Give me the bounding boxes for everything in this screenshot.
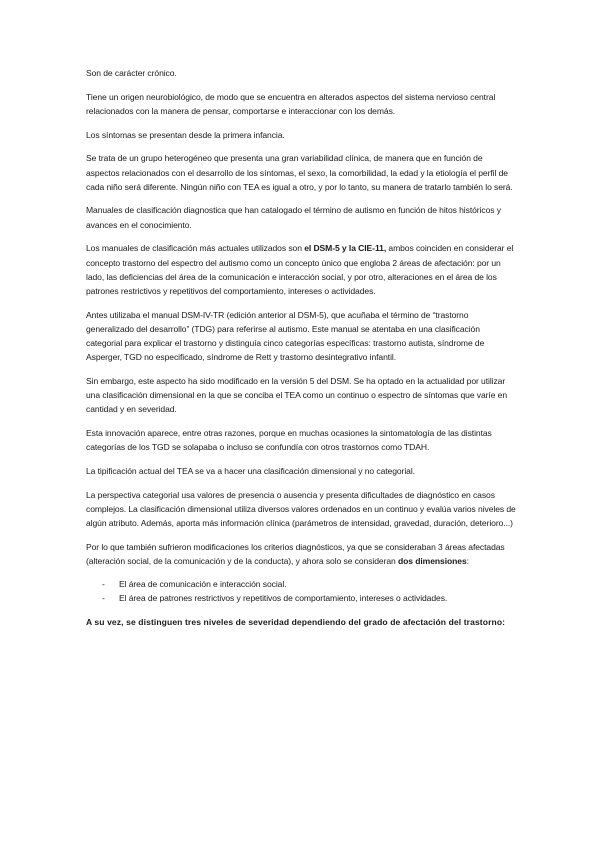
list-item: - El área de comunicación e interacción social. (86, 577, 518, 591)
paragraph-severity-levels: A su vez, se distinguen tres niveles de severidad dependiendo del grado de afectación del trastorno: (86, 617, 506, 628)
paragraph-current-typification: La tipificación actual del TEA se va a hacer una clasificación dimensional y no categorial. (86, 465, 415, 476)
list-item: - El área de patrones restrictivos y repetitivos de comportamiento, intereses o actividades. (86, 591, 518, 605)
dimensions-list (86, 577, 518, 605)
paragraph-dsm-iv: Antes utilizaba el manual DSM-IV-TR (edición anterior al DSM-5), que acuñaba el término de “trastorno generalizado del desarrollo” (TDG) para referirse al autismo. Este manual se atentaba en una clasificación categorial para explicar el trastorno y distinguía cinco categorías específicas: trastorno autista, síndrome de Asperger, TGD no especificado, síndrome de Rett y trastorno desintegrativo infantil. (86, 309, 485, 363)
paragraph-classification-manuals: Manuales de clasificación diagnostica que han catalogado el término de autismo en función de hitos históricos y avances en el conocimiento. (86, 205, 501, 230)
bold-manuals: el DSM-5 y la CIE-11, (304, 243, 387, 254)
paragraph-neurobiological-origin: Tiene un origen neurobiológico, de modo que se encuentra en alterados aspectos del sistema nervioso central relacionados con la manera de pensar, comportarse e interaccionar con los demás. (86, 91, 496, 116)
paragraph-current-manuals (86, 241, 518, 298)
paragraph-early-childhood: Los síntomas se presentan desde la primera infancia. (86, 129, 285, 140)
text-span: : (466, 555, 469, 566)
paragraph-categorial-perspective: La perspectiva categorial usa valores de presencia o ausencia y presenta dificultades de diagnóstico en casos complejos. La clasificación dimensional utiliza diversos valores ordenados en un continuo y evalúa varios niveles de algún atributo. Además, aporta más información clínica (parámetros de intensidad, gravedad, duración, deterioro...) (86, 489, 516, 529)
paragraph-innovation: Esta innovación aparece, entre otras razones, porque en muchas ocasiones la sintomatología de las distintas categorías de los TGD se solapaba o incluso se confundía con otros trastornos como TDAH. (86, 428, 492, 453)
paragraph-heterogeneous-group: Se trata de un grupo heterogéneo que presenta una gran variabilidad clínica, de manera que en función de aspectos relacionados con el desarrollo de los síntomas, el sexo, la comorbilidad, la edad y la etiología el perfil de cada niño será diferente. Ningún niño con TEA es igual a otro, y por lo tanto, su manera de tratarlo también lo será. (86, 153, 513, 192)
paragraph-dsm-5-change: Sin embargo, este aspecto ha sido modificado en la versión 5 del DSM. Se ha optado en la actualidad por utilizar una clasificación dimensional en la que se conciba el TEA como un continuo o espectro de síntomas que varíe en cantidad y en severidad. (86, 375, 508, 415)
paragraph-chronic: Son de carácter crónico. (86, 68, 177, 78)
text-span: Por lo que también sufrieron modificaciones los criterios diagnósticos, ya que se consideraban 3 áreas afectadas (alteración social, de la comunicación y de la conducta), y ahora solo se consideran (86, 541, 505, 566)
text-span: Los manuales de clasificación más actuales utilizados son (86, 243, 305, 254)
text-span: ambos coinciden en considerar el concepto trastorno del espectro del autismo como un concepto único que engloba 2 áreas de afectación: por un lado, las deficiencias del área de la comunicación e interacción social, y por otro, alteraciones en el área de los patrones restrictivos y repetitivos del comportamiento, intereses o actividades. (86, 243, 514, 296)
paragraph-diagnostic-criteria (86, 540, 518, 568)
document-body (86, 66, 518, 639)
bold-two-dimensions: dos dimensiones (398, 555, 467, 566)
